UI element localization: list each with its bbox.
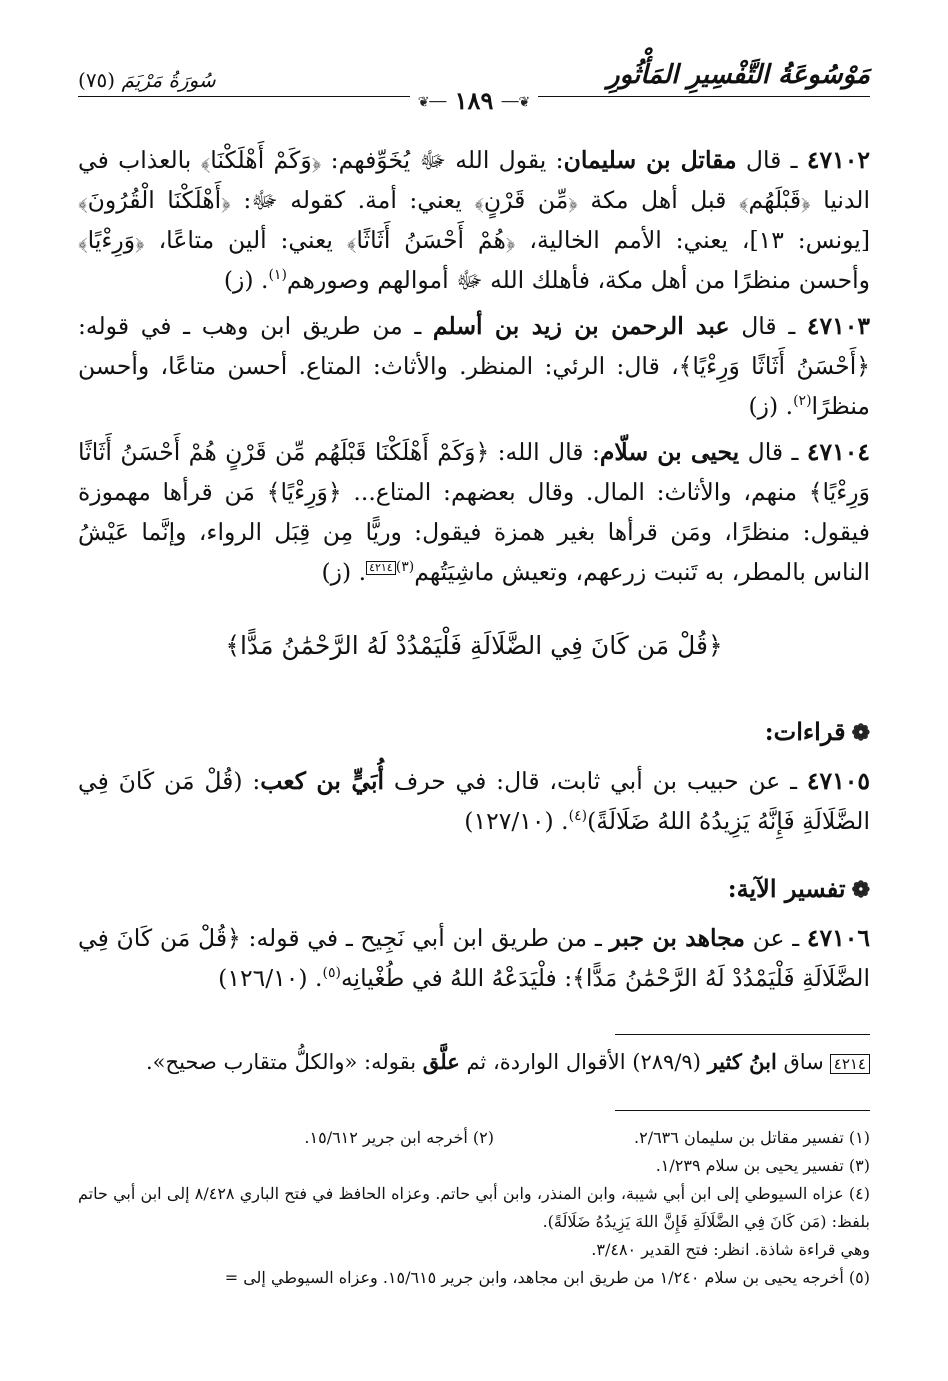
ayah-ref: (٧٥)	[78, 68, 116, 92]
commentary-number-box: ٤٢١٤	[830, 1054, 870, 1074]
narration-number: ٤٧١٠٤	[806, 438, 870, 466]
narration-number: ٤٧١٠٦	[806, 924, 870, 952]
commentary-text: ساق	[776, 1050, 824, 1074]
section-heading-tafsir	[78, 869, 870, 910]
ornament-left-icon: ──❦	[417, 94, 447, 111]
page-number-block	[78, 86, 870, 115]
narration-number: ٤٧١٠٣	[806, 312, 870, 340]
footnote-5: (٥) أخرجه يحيى بن سلام ١/٢٤٠ من طريق ابن مجاهد، وابن جرير ١٥/٦١٥. وعزاه السيوطي إلى =	[224, 1268, 870, 1287]
source-mark: . (١٢٧/١٠)	[464, 807, 569, 835]
narrator-name: مقاتل بن سليمان	[563, 146, 737, 174]
source-mark: . (ز)	[321, 558, 367, 586]
footnote-row	[78, 1124, 870, 1152]
commentary-ref-box[interactable]: ٤٢١٤	[366, 561, 396, 575]
narration-number: ٤٧١٠٥	[806, 767, 870, 795]
footnote-4: (٤) عزاه السيوطي إلى ابن أبي شيبة، وابن المنذر، وابن أبي حاتم. وعزاه الحافظ في فتح الباري ٨/٤٢٨ إلى ابن أبي حاتم بلفظ: (مَن كَانَ فِي الضَّلَالَةِ فَإِنَّ اللهَ يَزِيدُهُ ضَلَالَةً).	[78, 1184, 870, 1231]
footnote-ref[interactable]: (٣)	[395, 559, 415, 576]
footnote-ref[interactable]: (٢)	[793, 393, 812, 410]
section-heading-qiraat	[78, 712, 870, 753]
narration-text: ـ عن حبيب بن أبي ثابت، قال: في حرف	[384, 767, 798, 795]
footnote-ref[interactable]: (٤)	[568, 808, 588, 825]
surah-label: سُورَةُ مَرْيَمَ	[121, 68, 216, 92]
footnote-separator	[615, 1110, 870, 1111]
flower-ornament-icon: ❁	[851, 720, 870, 746]
narration-text: ـ عن	[744, 924, 800, 952]
page-header	[78, 52, 870, 114]
page-number-wrap	[410, 86, 539, 115]
source-mark: . (ز)	[748, 392, 794, 420]
source-mark: . (١٢٦/١٠)	[218, 964, 323, 992]
narrator-name: مجاهد بن جبر	[609, 924, 745, 952]
narration-text: ـ من طريق ابن وهب ـ في قوله: ﴿أَحْسَنُ أَثَاثًا وَرِءْيًا﴾، قال: الرئي: المنظر. والأثاث: المتاع. أحسن متاعًا، وأحسن منظرًا	[78, 312, 870, 420]
commentary-verb: علَّق	[422, 1049, 460, 1074]
narration-47102	[78, 140, 870, 300]
quran-verse: ﴿قُلْ مَن كَانَ فِي الضَّلَالَةِ فَلْيَمْدُدْ لَهُ الرَّحْمَٰنُ مَدًّا﴾	[225, 631, 723, 660]
footnote-ref[interactable]: (١)	[268, 267, 287, 284]
commentary-text: (٢٨٩/٩) الأقوال الواردة، ثم	[459, 1050, 708, 1074]
narrator-name: عبد الرحمن بن زيد بن أسلم	[432, 312, 730, 340]
narration-text: ـ من طريق ابن أبي نَجِيح ـ في قوله: ﴿قُلْ مَن كَانَ فِي الضَّلَالَةِ فَلْيَمْدُدْ لَهُ الرَّحْمَٰنُ مَدًّا﴾: فلْيَدَعْهُ اللهُ في طُغْيانِه	[78, 924, 870, 992]
narrator-name: أُبَيٍّ بن كعب	[260, 767, 385, 795]
narration-text: ـ قال	[739, 438, 799, 466]
narrator-name: يحيى بن سلّام	[599, 438, 740, 466]
narration-text: : قال الله: ﴿وَكَمْ أَهْلَكْنَا قَبْلَهُم مِّن قَرْنٍ هُمْ أَحْسَنُ أَثَاثًا وَرِءْيًا﴾ منهم، والأثاث: المال. وقال بعضهم: المتاع... ﴿وَرِءْيًا﴾ مَن قرأها مهموزة فيقول: منظرًا، ومَن قرأها بغير همزة فيقول: وريًّا مِن قِبَل الرواء، وإنَّما عَيْشُ الناس بالمطر، به تَنبت زرعهم، وتعيش ماشِيَتُهم	[78, 438, 870, 586]
footnote-3: (٣) تفسير يحيى بن سلام ١/٢٣٩.	[655, 1156, 870, 1175]
section-title: تفسير الآية:	[727, 874, 846, 903]
flower-ornament-icon: ❁	[851, 877, 870, 903]
narration-number: ٤٧١٠٢	[806, 146, 870, 174]
source-mark: . (ز)	[223, 266, 269, 294]
footnote-2: (٢) أخرجه ابن جرير ١٥/٦١٢.	[304, 1128, 494, 1147]
book-title: مَوْسُوعَةُ التَّفْسِيرِ المَأْثُورِ	[607, 60, 870, 90]
commentary-note	[78, 1044, 870, 1080]
narration-47105	[78, 761, 870, 841]
footnote-ref[interactable]: (٥)	[322, 965, 341, 982]
footnote-1: (١) تفسير مقاتل بن سليمان ٢/٦٣٦.	[634, 1128, 870, 1147]
main-text	[78, 140, 870, 998]
commentator-name: ابنُ كثير	[707, 1049, 777, 1074]
narration-text: ـ قال	[729, 312, 796, 340]
commentary-text: بقوله: «والكلُّ متقارب صحيح».	[145, 1050, 423, 1074]
narration-text: : يقول الله ﷻ يُخَوِّفهم: ﴿وَكَمْ أَهْلَكْنَا﴾ بالعذاب في الدنيا ﴿قَبْلَهُم﴾ قبل أهل مكة ﴿مِّن قَرْنٍ﴾ يعني: أمة. كقوله ﷻ: ﴿أَهْلَكْنَا الْقُرُونَ﴾ [يونس: ١٣]، يعني: الأمم الخالية، ﴿هُمْ أَحْسَنُ أَثَاثًا﴾ يعني: ألين متاعًا، ﴿وَرِءْيًا﴾ وأحسن منظرًا من أهل مكة، فأهلك الله ﷻ أموالهم وصورهم	[78, 146, 870, 294]
ornament-right-icon: ❦──	[501, 94, 531, 111]
page-number: ١٨٩	[454, 86, 494, 115]
footnote-4-continued: وهي قراءة شاذة. انظر: فتح القدير ٣/٤٨٠.	[591, 1240, 870, 1259]
narration-text: : (قُلْ مَن كَانَ فِي الضَّلَالَةِ فَإِنَّهُ يَزِيدُهُ اللهُ ضَلَالَةً)	[78, 767, 870, 835]
narration-47103	[78, 306, 870, 426]
footnotes	[78, 1124, 870, 1292]
commentary-separator	[615, 1034, 870, 1035]
section-title: قراءات:	[764, 717, 846, 746]
narration-47104	[78, 432, 870, 592]
narration-text: ـ قال	[736, 146, 798, 174]
narration-47106	[78, 918, 870, 998]
